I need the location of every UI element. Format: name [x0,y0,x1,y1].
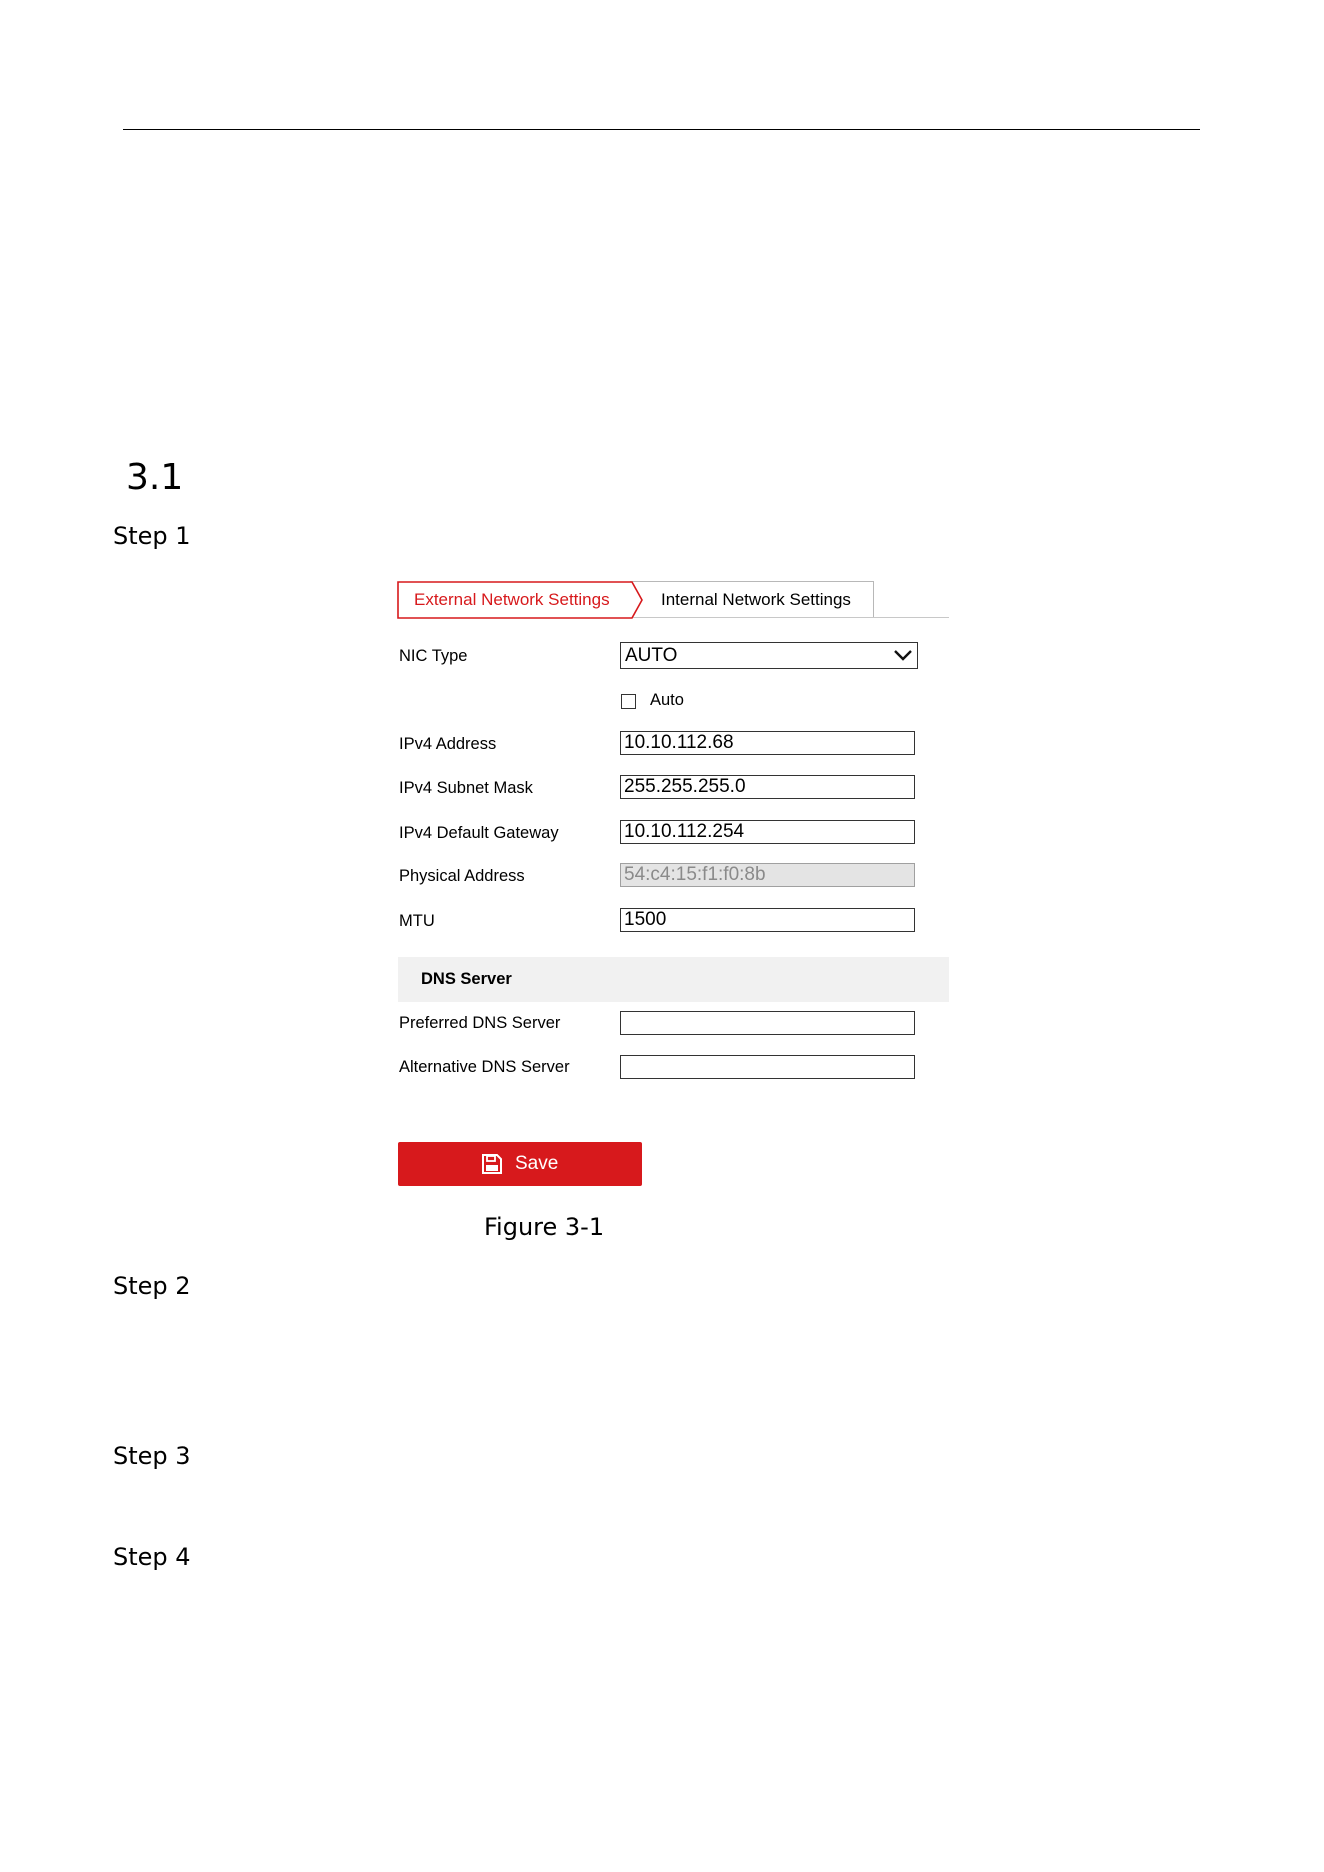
ipv4-address-input[interactable]: 10.10.112.68 [620,731,915,755]
mtu-input[interactable]: 1500 [620,908,915,932]
nic-type-label: NIC Type [399,647,468,665]
physical-address-field: 54:c4:15:f1:f0:8b [620,863,915,887]
step-4-label: Step 4 [113,1543,191,1571]
header-rule [123,129,1200,130]
nic-type-value: AUTO [625,645,678,666]
step-2-label: Step 2 [113,1272,191,1300]
chevron-down-icon [893,647,913,663]
ipv4-subnet-mask-label: IPv4 Subnet Mask [399,779,533,797]
step-1-label: Step 1 [113,522,191,550]
tab-external-label: External Network Settings [414,590,610,609]
ipv4-default-gateway-input[interactable]: 10.10.112.254 [620,820,915,844]
auto-checkbox[interactable] [621,694,636,709]
save-button-label: Save [515,1153,559,1174]
save-button[interactable] [398,1142,642,1186]
section-number: 3.1 [126,457,184,498]
floppy-disk-icon [481,1153,503,1175]
preferred-dns-label: Preferred DNS Server [399,1014,561,1032]
nic-type-select[interactable] [620,642,918,669]
figure-caption: Figure 3-1 [484,1213,605,1241]
mtu-label: MTU [399,912,435,930]
alternative-dns-input[interactable] [620,1055,915,1079]
dns-server-title: DNS Server [421,970,512,988]
ipv4-address-label: IPv4 Address [399,735,497,753]
auto-checkbox-label: Auto [650,691,684,709]
tab-internal-label: Internal Network Settings [661,590,851,609]
ipv4-default-gateway-label: IPv4 Default Gateway [399,824,559,842]
ipv4-subnet-mask-input[interactable]: 255.255.255.0 [620,775,915,799]
preferred-dns-input[interactable] [620,1011,915,1035]
step-3-label: Step 3 [113,1442,191,1470]
alternative-dns-label: Alternative DNS Server [399,1058,570,1076]
physical-address-label: Physical Address [399,867,525,885]
